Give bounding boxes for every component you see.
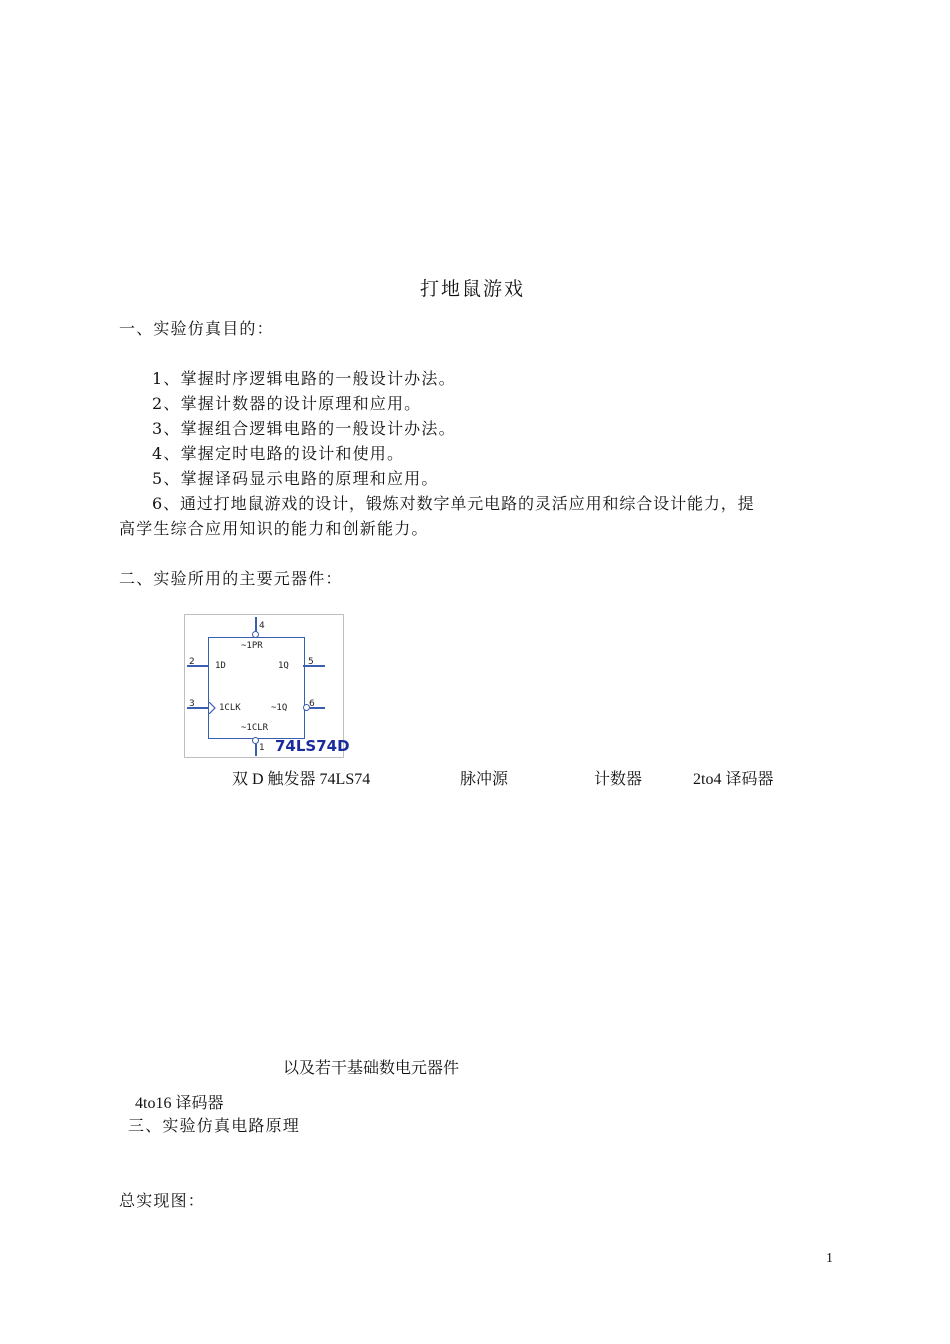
chip-label: 1Q [278, 661, 289, 671]
pin-line [303, 665, 325, 667]
pin-number: 5 [308, 657, 314, 667]
objective-item: 2、掌握计数器的设计原理和应用。 [152, 394, 422, 413]
objective-item: 4、掌握定时电路的设计和使用。 [152, 444, 405, 463]
chip-label: 1D [215, 661, 226, 671]
chip-label: 1CLK [219, 703, 241, 713]
chip-label: ~1Q [271, 703, 288, 713]
pin-bubble [252, 631, 259, 638]
objective-item: 1、掌握时序逻辑电路的一般设计办法。 [152, 369, 456, 388]
objective-item: 5、掌握译码显示电路的原理和应用。 [152, 469, 439, 488]
pin-bubble [252, 737, 259, 744]
component-caption: 2to4 译码器 [693, 771, 774, 788]
pin-line [255, 744, 257, 756]
clock-triangle-icon [209, 702, 217, 714]
pin-number: 2 [189, 657, 195, 667]
objective-item: 3、掌握组合逻辑电路的一般设计办法。 [152, 419, 456, 438]
objective-item-6-line1: 6、通过打地鼠游戏的设计，锻炼对数字单元电路的灵活应用和综合设计能力，提 [152, 494, 755, 513]
page-number: 1 [826, 1251, 833, 1266]
overview-heading: 总实现图： [119, 1191, 206, 1210]
objective-item-6-line2: 高学生综合应用知识的能力和创新能力。 [119, 519, 429, 538]
other-components: 以及若干基础数电元器件 [283, 1060, 460, 1077]
pin-number: 3 [189, 699, 195, 709]
component-caption: 脉冲源 [460, 771, 509, 788]
component-caption: 双 D 触发器 74LS74 [232, 771, 371, 788]
flip-flop-symbol [184, 614, 350, 758]
pin-number: 4 [259, 621, 265, 631]
component-caption: 计数器 [594, 771, 643, 788]
section2-heading: 二、实验所用的主要元器件： [119, 569, 343, 588]
section1-heading: 一、实验仿真目的： [119, 319, 274, 338]
section3-heading: 三、实验仿真电路原理 [128, 1116, 301, 1135]
pin-line [255, 617, 257, 632]
chip-label: ~1CLR [241, 723, 269, 733]
pin-number: 1 [259, 743, 265, 753]
part-name: 74LS74D [275, 737, 350, 755]
decoder16-caption: 4to16 译码器 [135, 1095, 224, 1112]
page-title: 打地鼠游戏 [420, 278, 526, 300]
chip-label: ~1PR [241, 641, 263, 651]
pin-number: 6 [309, 699, 315, 709]
